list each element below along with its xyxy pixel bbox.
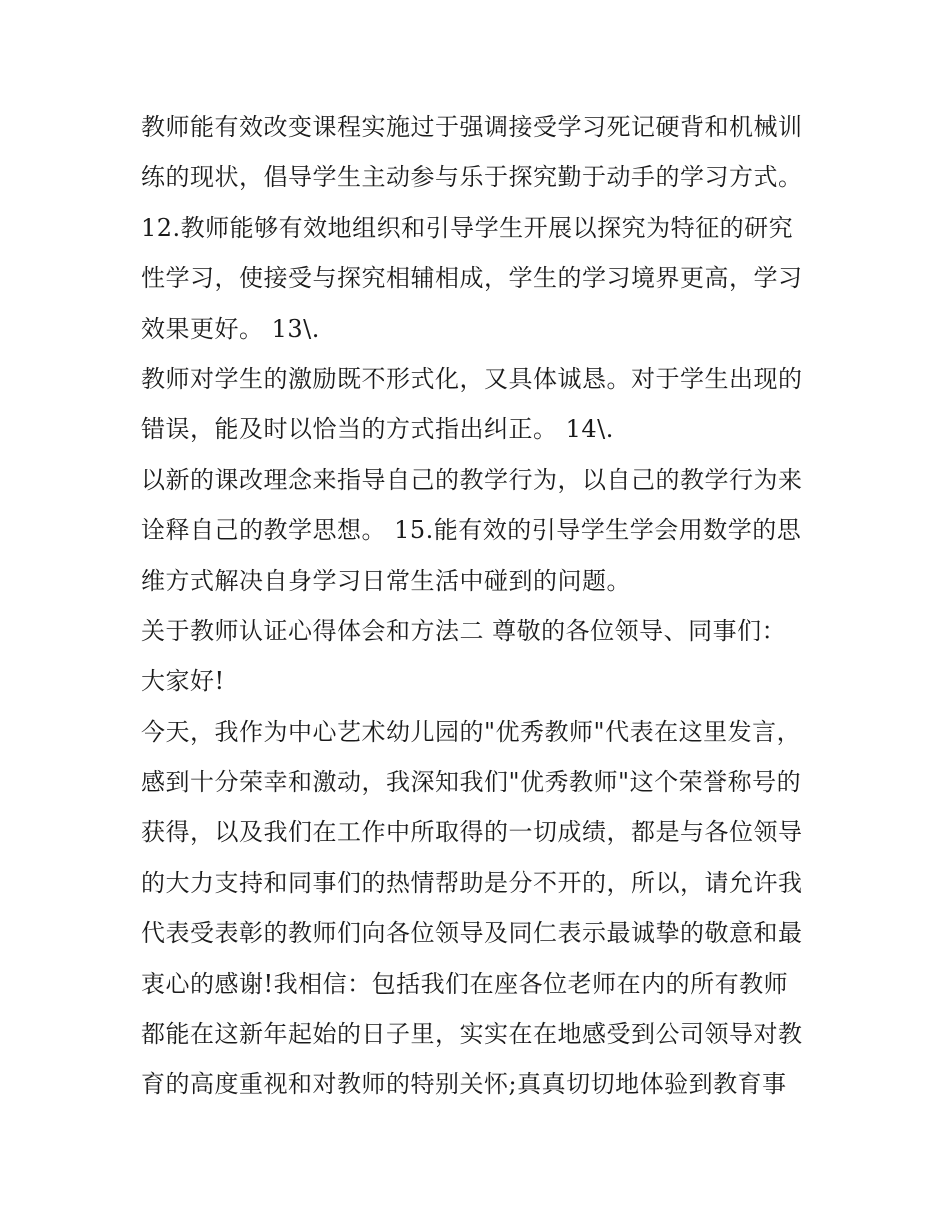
- text-line: 12.教师能够有效地组织和引导学生开展以探究为特征的研究: [141, 213, 794, 242]
- text-line: 教师能有效改变课程实施过于强调接受学习死记硬背和机械训: [141, 113, 803, 141]
- section-heading-line: 关于教师认证心得体会和方法二 尊敬的各位领导、同事们：: [141, 616, 787, 645]
- text-line: 练的现状，倡导学生主动参与乐于探究勤于动手的学习方式。: [141, 163, 803, 192]
- text-line: 代表受表彰的教师们向各位领导及同仁表示最诚挚的敬意和最: [141, 919, 803, 948]
- text-line: 衷心的感谢!我相信：包括我们在座各位老师在内的所有教师: [141, 969, 789, 998]
- text-line: 都能在这新年起始的日子里，实实在在地感受到公司领导对教: [141, 1020, 803, 1049]
- text-line: 效果更好。 13\.: [141, 314, 320, 343]
- text-line: 维方式解决自身学习日常生活中碰到的问题。: [141, 566, 631, 595]
- document-body: [141, 102, 831, 1110]
- text-line: 性学习，使接受与探究相辅相成，学生的学习境界更高，学习: [141, 264, 803, 293]
- text-line: 的大力支持和同事们的热情帮助是分不开的，所以，请允许我: [141, 868, 803, 897]
- text-line: 诠释自己的教学思想。 15.能有效的引导学生学会用数学的思: [141, 516, 802, 545]
- text-line: 育的高度重视和对教师的特别关怀;真真切切地体验到教育事: [141, 1070, 787, 1099]
- greeting-line: 大家好!: [141, 667, 225, 696]
- text-line: 感到十分荣幸和激动，我深知我们"优秀教师"这个荣誉称号的: [141, 768, 802, 797]
- text-line: 以新的课改理念来指导自己的教学行为，以自己的教学行为来: [141, 465, 803, 494]
- text-line: 获得，以及我们在工作中所取得的一切成绩，都是与各位领导: [141, 818, 803, 847]
- text-line: 今天，我作为中心艺术幼儿园的"优秀教师"代表在这里发言，: [141, 717, 802, 746]
- text-line: 教师对学生的激励既不形式化，又具体诚恳。对于学生出现的: [141, 364, 803, 393]
- text-line: 错误，能及时以恰当的方式指出纠正。 14\.: [141, 415, 614, 444]
